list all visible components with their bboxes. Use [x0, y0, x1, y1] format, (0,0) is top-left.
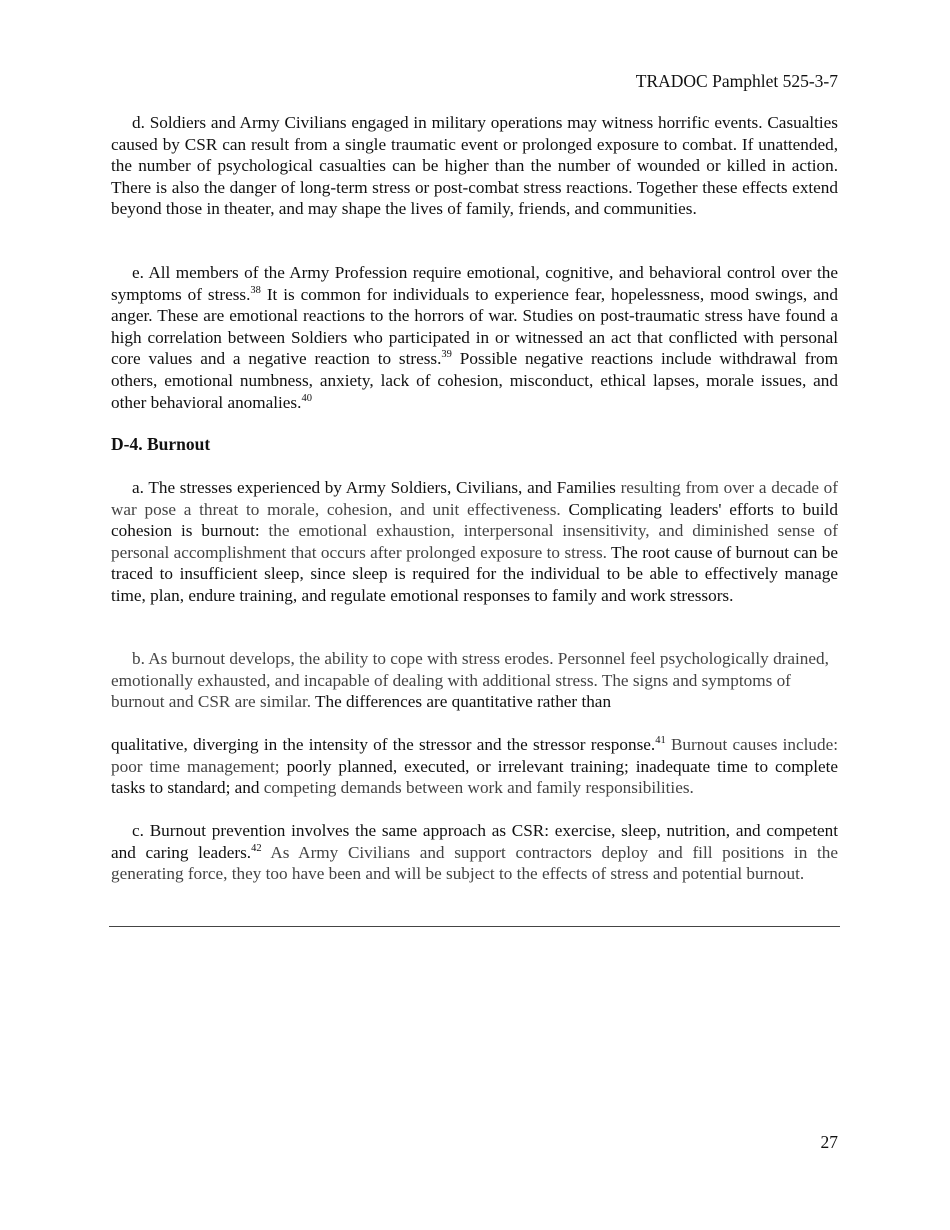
section-heading: D-4. Burnout [111, 434, 211, 454]
paragraph-e-text-2: It is common for individuals to experience fear, hopelessness, mood swings, and anger. These are emotional reactions to the horrors of war. Studies on post-traumatic stress have found a high correlation between Soldiers who participated in or witnessed an act that conflicted with personal core values and a negative reaction to stress. [111, 284, 838, 369]
page-number: 27 [820, 1132, 838, 1152]
paragraph-e-text-1: e. All members of the Army Profession require emotional, cognitive, and behavioral control over the symptoms of stress. [111, 263, 838, 304]
paragraph-e [111, 262, 838, 413]
paragraph-b-continued-text-3: poorly planned, executed, or irrelevant training; inadequate time to complete tasks to standard; and [111, 756, 839, 798]
paragraph-d [111, 112, 838, 220]
footnote-divider [109, 926, 840, 927]
footnote-ref-40: 40 [301, 392, 312, 404]
paragraph-e-text-3: Possible negative reactions include withdrawal from others, emotional numbness, anxiety, lack of cohesion, misconduct, ethical lapses, morale issues, and other behavioral anomalies. [111, 349, 838, 412]
paragraph-b-continued-text-4: competing demands between work and family responsibilities. [259, 778, 694, 798]
paragraph-c-text-2: As Army Civilians and support contractors deploy and fill positions in the generating force, they too have been and will be subject to the effects of stress and potential burnout. [111, 842, 838, 884]
paragraph-b-continued-text-1: qualitative, diverging in the intensity of the stressor and the stressor response. [111, 735, 656, 754]
footnote-ref-41: 41 [655, 735, 666, 746]
paragraph-b-text-1: b. As burnout develops, the ability to cope with stress erodes. Personnel feel psychologically drained, emotionally exhausted, and incapable of dealing with additional stress. The signs and symptoms of burnout and CSR are similar. [111, 649, 829, 712]
paragraph-a-text-2: resulting from over a decade of war pose a threat to morale, cohesion, and unit effectiveness. [111, 478, 839, 519]
paragraph-b-continued-text-2: Burnout causes include: poor time management; [111, 735, 839, 776]
footnote-ref-39: 39 [441, 349, 452, 361]
paragraph-a-text-5: The root cause of burnout can be traced to insufficient sleep, since sleep is required for the individual to be able to effectively manage time, plan, endure training, and regulate emotional responses to family and work stressors. [111, 542, 838, 605]
paragraph-a-text-1: a. The stresses experienced by Army Soldiers, Civilians, and Families [132, 478, 621, 497]
paragraph-a-text-4: the emotional exhaustion, interpersonal insensitivity, and diminished sense of personal accomplishment that occurs after prolonged exposure to stress. [111, 521, 838, 562]
paragraph-b [111, 648, 838, 713]
paragraph-b-continued [111, 734, 838, 799]
paragraph-c-text-1: c. Burnout prevention involves the same approach as CSR: exercise, sleep, nutrition, and competent and caring leaders. [111, 821, 838, 862]
paragraph-a [111, 477, 838, 607]
paragraph-c [111, 820, 838, 885]
footnote-ref-38: 38 [250, 284, 261, 296]
paragraph-d-text: d. Soldiers and Army Civilians engaged in military operations may witness horrific events. Casualties caused by CSR can result from a single traumatic event or prolonged exposure to combat. If unattended, the number of psychological casualties can be higher than the number of wounded or killed in action. There is also the danger of long-term stress or post-combat stress reactions. Together these effects extend beyond those in theater, and may shape the lives of family, friends, and communities. [111, 113, 838, 219]
footnote-ref-42: 42 [251, 842, 262, 854]
paragraph-a-text-3: Complicating leaders' efforts to build cohesion is burnout: [111, 499, 839, 541]
document-header: TRADOC Pamphlet 525-3-7 [635, 71, 838, 91]
paragraph-b-text-2: The differences are quantitative rather than [311, 692, 612, 712]
